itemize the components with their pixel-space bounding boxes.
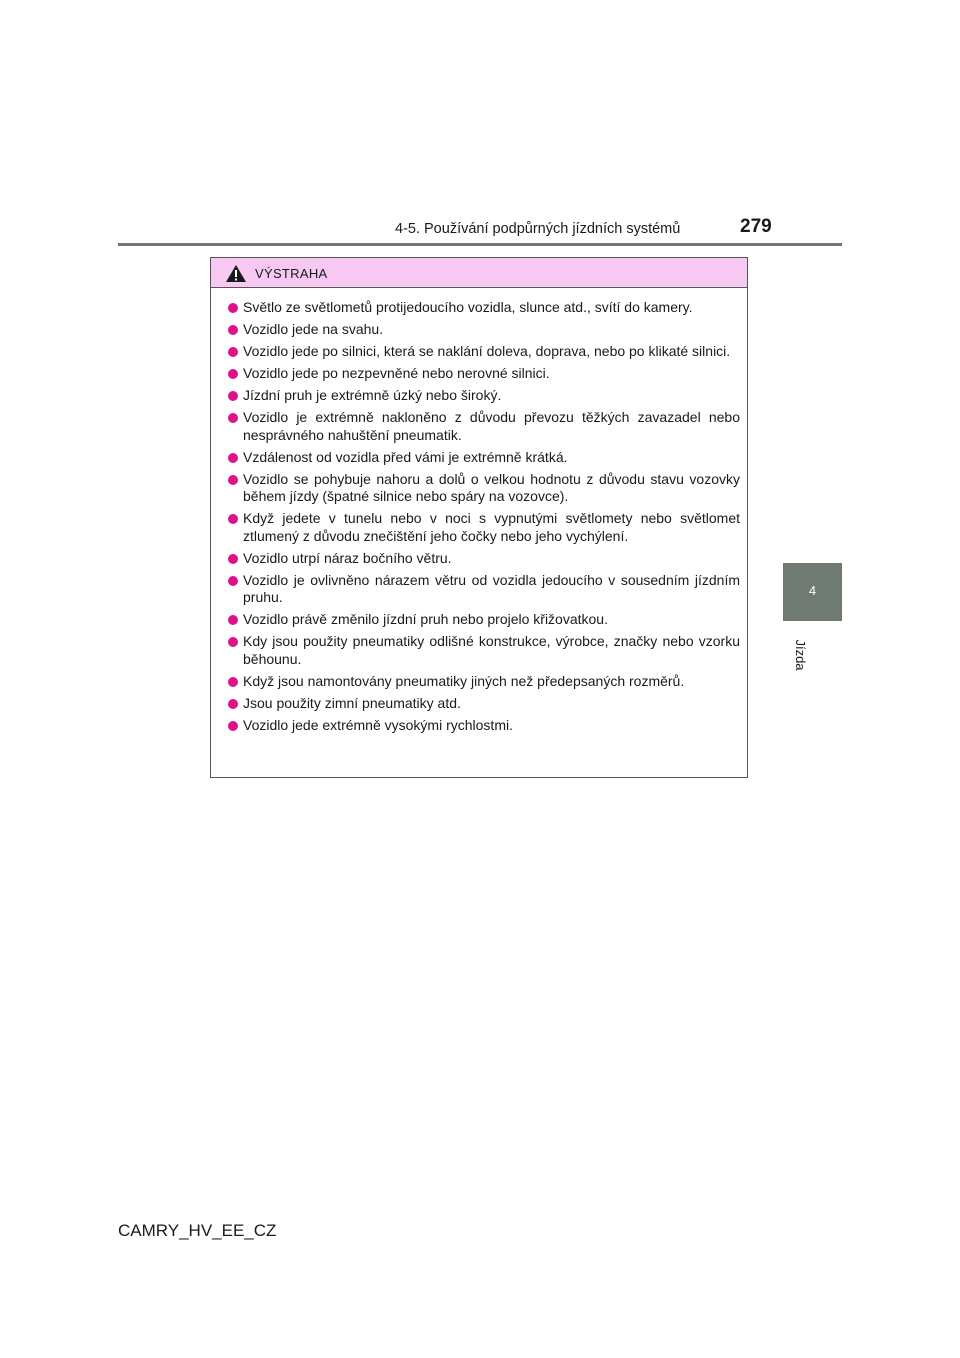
warning-item-text: Jsou použity zimní pneumatiky atd. (243, 694, 461, 711)
bullet-icon (228, 475, 238, 485)
warning-header (211, 258, 747, 288)
warning-list-item (228, 611, 740, 629)
warning-list-item (228, 299, 740, 317)
warning-list-item (228, 343, 740, 361)
section-title: 4-5. Používání podpůrných jízdních systémů (395, 221, 681, 237)
bullet-icon (228, 347, 238, 357)
warning-item-text: Kdy jsou použity pneumatiky odlišné konstrukce, výrobce, značky nebo vzorku běhounu. (243, 633, 740, 667)
bullet-icon (228, 637, 238, 647)
bullet-icon (228, 369, 238, 379)
bullet-icon (228, 514, 238, 524)
warning-triangle-icon (225, 264, 247, 283)
warning-list-item (228, 633, 740, 668)
warning-box (210, 257, 748, 778)
bullet-icon (228, 615, 238, 625)
bullet-icon (228, 391, 238, 401)
bullet-icon (228, 303, 238, 313)
bullet-icon (228, 576, 238, 586)
warning-list (211, 288, 747, 734)
chapter-label: Jízda (793, 639, 808, 671)
warning-item-text: Vozidlo je extrémně nakloněno z důvodu převozu těžkých zavazadel nebo nesprávného nahuštění pneumatik. (243, 409, 740, 443)
warning-list-item (228, 510, 740, 545)
warning-item-text: Vozidlo jede po silnici, která se naklání doleva, doprava, nebo po klikaté silnici. (243, 343, 731, 359)
warning-list-item (228, 365, 740, 383)
warning-list-item (228, 572, 740, 607)
page-number: 279 (740, 216, 772, 237)
chapter-tab[interactable] (783, 563, 842, 621)
warning-item-text: Světlo ze světlometů protijedoucího vozidla, slunce atd., svítí do kamery. (243, 299, 693, 315)
warning-item-text: Vozidlo jede na svahu. (243, 321, 384, 337)
bullet-icon (228, 721, 238, 731)
warning-item-text: Jízdní pruh je extrémně úzký nebo široký. (243, 387, 502, 403)
warning-list-item (228, 321, 740, 339)
warning-item-text: Vozidlo právě změnilo jízdní pruh nebo projelo křižovatkou. (243, 611, 608, 627)
warning-item-text: Vozidlo je ovlivněno nárazem větru od vozidla jedoucího v sousedním jízdním pruhu. (243, 571, 740, 605)
warning-item-text: Vozidlo jede po nezpevněné nebo nerovné silnici. (243, 365, 550, 381)
warning-item-text: Vzdálenost od vozidla před vámi je extrémně krátká. (243, 448, 568, 465)
warning-item-text: Vozidlo utrpí náraz bočního větru. (243, 549, 452, 566)
bullet-icon (228, 413, 238, 423)
warning-title: VÝSTRAHA (255, 266, 328, 281)
warning-list-item (228, 409, 740, 444)
warning-item-text: Když jsou namontovány pneumatiky jiných než předepsaných rozměrů. (243, 672, 685, 689)
warning-list-item (228, 387, 740, 405)
model-code: CAMRY_HV_EE_CZ (118, 1221, 277, 1240)
chapter-number: 4 (808, 583, 817, 598)
bullet-icon (228, 677, 238, 687)
warning-list-item (228, 449, 740, 467)
warning-list-item (228, 717, 740, 735)
warning-list-item (228, 673, 740, 691)
warning-list-item (228, 471, 740, 506)
warning-list-item (228, 550, 740, 568)
warning-list-item (228, 695, 740, 713)
warning-item-text: Když jedete v tunelu nebo v noci s vypnutými světlomety nebo světlomet ztlumený z důvodu znečištění jeho čočky nebo jeho vychýlení. (243, 510, 740, 544)
bullet-icon (228, 699, 238, 709)
warning-item-text: Vozidlo jede extrémně vysokými rychlostmi. (243, 716, 513, 733)
bullet-icon (228, 453, 238, 463)
header-divider (118, 243, 842, 246)
bullet-icon (228, 554, 238, 564)
warning-item-text: Vozidlo se pohybuje nahoru a dolů o velkou hodnotu z důvodu stavu vozovky během jízdy (špatné silnice nebo spáry na vozovce). (243, 470, 740, 504)
bullet-icon (228, 325, 238, 335)
